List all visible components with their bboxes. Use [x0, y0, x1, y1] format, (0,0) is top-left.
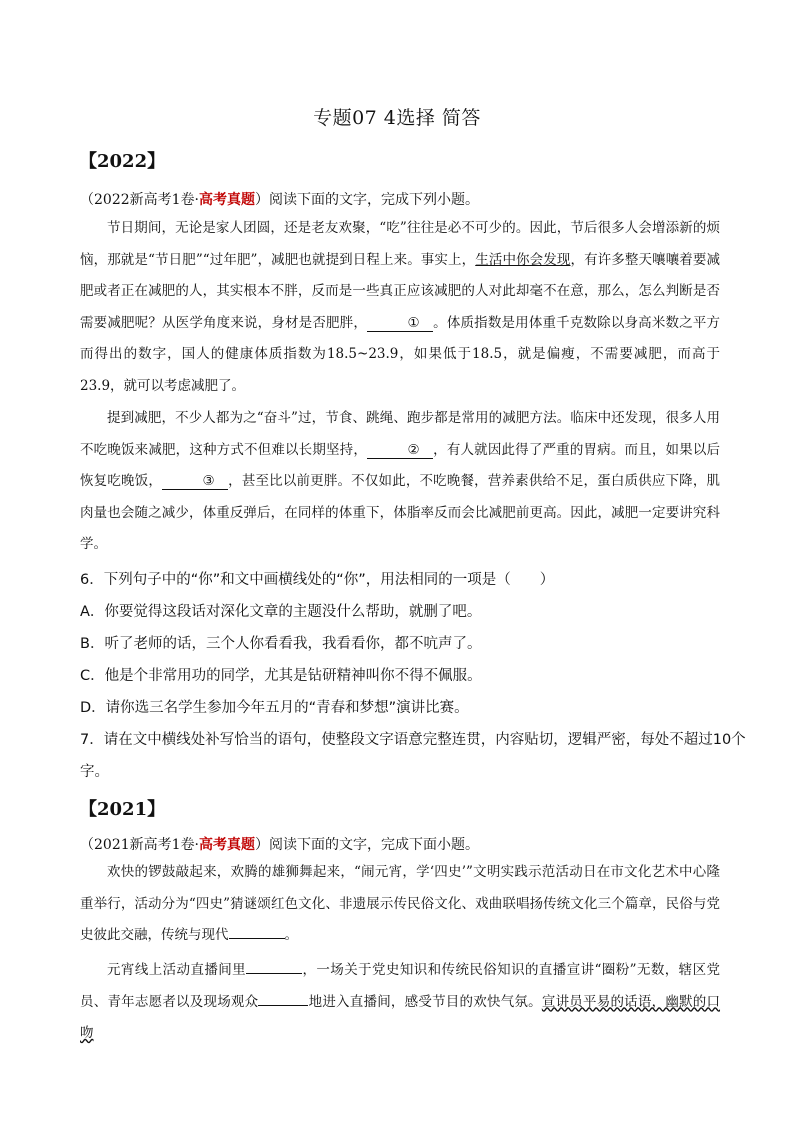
- paragraph-text: 欢快的锣鼓敲起来，欢腾的雄狮舞起来，“闹元宵，学‘四史’”文明实践示范活动日在市文化艺术中心隆重举行，活动分为“四史”猜谜颂红色文化、非遗展示传民俗文化、戏曲联唱扬传统文化三个篇章，民俗与党史彼此交融，传统与现代: [80, 864, 720, 943]
- paragraph-text: ，甚至比以前更胖。不仅如此，不吃晚餐，营养素供给不足，蛋白质供应下降，肌肉量也会随之减少，体重反弹后，在同样的体重下，体脂率反而会比减肥前更高。因此，减肥一定要讲究科学。: [80, 473, 720, 552]
- paragraph-text: ，有人就因此得了严重的胃病。而且，如果以后恢复吃晚饭，: [80, 441, 720, 489]
- question-7-line-1: 7．请在文中横线处补写恰当的语句，使整段文字语意完整连贯，内容贴切，逻辑严密，每处不超过10个: [80, 732, 746, 748]
- paragraph-text: 。体质指数是用体重千克数除以身高米数之平方而得出的数字，国人的健康体质指数为18.5~23.9，如果低于18.5，就是偏瘦，不需要减肥，而高于23.9，就可以考虑减肥了。: [80, 314, 720, 394]
- source-line-2021: [80, 834, 479, 854]
- fill-blank: [246, 957, 302, 974]
- paragraph-text: 节日期间，无论是家人团圆，还是老友欢聚，“吃”往往是必不可少的。因此，节后很多人会增添新的烦恼，那就是“节日肥”“过年肥”，减肥也就提到日程上来。事实上，: [80, 220, 720, 268]
- passage-2022-paragraph-2: [80, 403, 720, 561]
- paragraph-text: 地进入直播间，感受节目的欢快气氛。: [308, 993, 542, 1010]
- fill-blank-1: ①: [367, 315, 433, 332]
- paragraph-text: 。: [284, 927, 298, 943]
- passage-2021-paragraph-1: [80, 857, 720, 952]
- paragraph-text: ，一场关于党史知识和传统民俗知识的直播宣讲“圈粉”无数，辖区党员、青年志愿者以及现场观众: [80, 962, 720, 1010]
- fill-blank-2: ②: [367, 442, 433, 459]
- fill-blank: [258, 989, 308, 1006]
- option-b: B．听了老师的话，三个人你看看我，我看看你，都不吭声了。: [80, 636, 482, 652]
- source-tag: 高考真题: [199, 837, 255, 853]
- source-tag: 高考真题: [199, 192, 255, 208]
- passage-2022-paragraph-1: [80, 213, 720, 402]
- page-title: 专题07 4选择 简答: [313, 107, 481, 129]
- source-line-2022: [80, 189, 479, 209]
- source-suffix: ）阅读下面的文字，完成下列小题。: [255, 192, 479, 208]
- source-prefix: （2021新高考1卷·: [80, 837, 199, 853]
- question-7-line-2: 字。: [80, 764, 109, 780]
- paragraph-text: ，有许多整天嚷嚷着要减肥或者正在减肥的人，其实根本不胖，反而是一些真正应该减肥的人对此却毫不在意，那么，怎么判断是否需要减肥呢？从医学角度来说，身材是否肥胖，: [80, 251, 721, 331]
- option-c: C．他是个非常用功的同学，尤其是钻研精神叫你不得不佩服。: [80, 668, 482, 684]
- source-suffix: ）阅读下面的文字，完成下面小题。: [255, 837, 479, 853]
- paragraph-text: 提到减肥，不少人都为之“奋斗”过，节食、跳绳、跑步都是常用的减肥方法。临床中还发现，很多人用不吃晚饭来减肥，这种方式不但难以长期坚持，: [80, 410, 720, 458]
- paragraph-text: 元宵线上活动直播间里: [107, 962, 247, 978]
- source-prefix: （2022新高考1卷·: [80, 192, 199, 208]
- fill-blank: [229, 922, 285, 939]
- fill-blank-3: ③: [162, 473, 228, 490]
- wavy-underlined-phrase: 宣讲员平易的话语，幽默的口吻: [80, 993, 721, 1041]
- option-d: D．请你选三名学生参加今年五月的“青春和梦想”演讲比赛。: [80, 700, 469, 716]
- question-6: 6．下列句子中的“你”和文中画横线处的“你”，用法相同的一项是（ ）: [80, 572, 555, 588]
- passage-2021-paragraph-2: [80, 955, 720, 1050]
- option-a: A．你要觉得这段话对深化文章的主题没什么帮助，就删了吧。: [80, 604, 482, 620]
- year-heading-2022: 【2022】: [79, 151, 166, 172]
- underlined-phrase: 生活中你会发现: [475, 251, 571, 268]
- year-heading-2021: 【2021】: [79, 799, 166, 820]
